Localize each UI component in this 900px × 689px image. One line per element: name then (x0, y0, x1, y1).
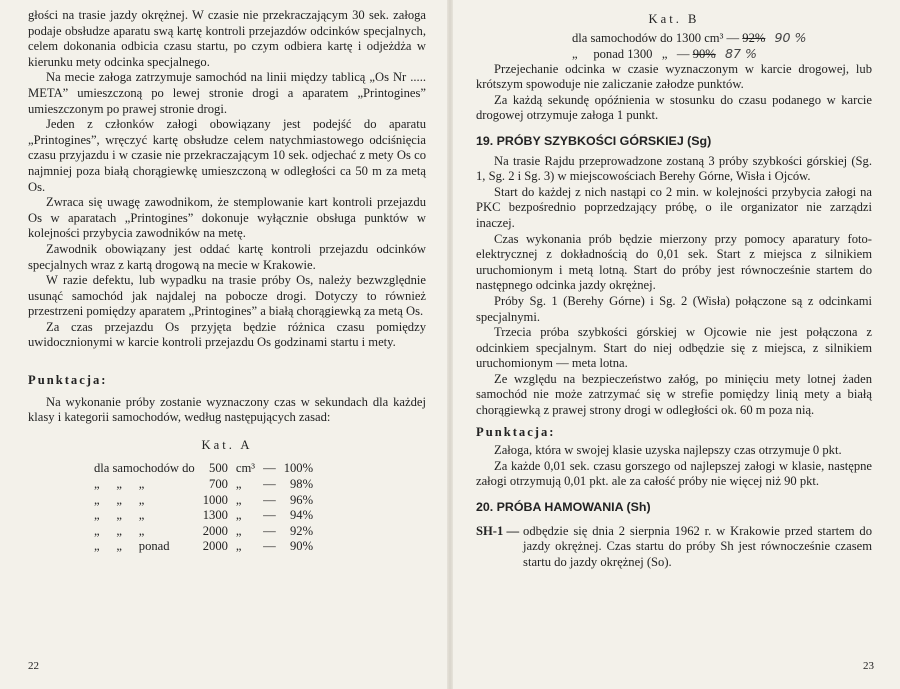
kat-a-row (90, 539, 317, 555)
kat-a-cell-c1: „ (94, 477, 100, 492)
kat-a-cell-unit: cm³ (235, 461, 256, 476)
handwritten-correction: 90 % (774, 29, 807, 45)
kat-a-cell-c2: „ (116, 492, 122, 507)
kat-b-list (572, 30, 872, 62)
paragraph: Start do każdej z nich nastąpi co 2 min. w kolejności przybycia załogi na PKC bezpośrednio poprzedzający próbę, o ile organizator nie zarządzi inaczej. (476, 184, 872, 230)
kat-a-cell-c2: „ (116, 508, 122, 523)
kat-b-row: dla samochodów do 1300 cm³ — 92% 90 % (572, 29, 807, 45)
kat-a-cell-c3: „ (138, 508, 145, 523)
sh1-entry (476, 524, 872, 571)
kat-b-title: Kat. B (648, 12, 700, 26)
kat-a-cell-pct: 96% (289, 492, 314, 507)
punktacja-heading: Punktacja: (476, 424, 556, 439)
sh1-text: odbędzie się dnia 2 sierpnia 1962 r. w Krakowie przed startem do jazdy okrężnej. Czas startu do próby Sh jest równocześnie czasem startu do jazdy okrężnej (So). (523, 523, 872, 569)
kat-a-cell-cap: 2000 (202, 523, 228, 538)
kat-a-cell-c1: dla samochodów do (94, 461, 195, 476)
handwritten-correction: 87 % (724, 45, 757, 61)
kat-a-cell-c3: „ (138, 492, 145, 507)
paragraph: głości na trasie jazdy okrężnej. W czasie nie przekraczającym 30 sek. załoga podaje obsłudze aparatu swą kartę kontroli przejazdów odcinków specjalnych, celem dokonania odbicia czasu startu, po czym odbiera kartę i odjeżdża w kierunku mety odcinka specjalnego. (28, 8, 426, 69)
paragraph: Zawodnik obowiązany jest oddać kartę kontroli przejazdu odcinków specjalnych wraz z kartą drogową na mecie w Krakowie. (28, 241, 426, 272)
kat-a-row (90, 524, 317, 540)
kat-a-cell-cap: 1300 (202, 508, 228, 523)
kat-a-cell-dash: — (263, 461, 276, 476)
kat-b-row: „ ponad 1300 „ — 90% 87 % (572, 45, 757, 61)
paragraph: Trzecia próba szybkości górskiej w Ojcowie nie jest połączona z odcinkiem specjalnym. Start do niej odbędzie się z miejsca, z silnikiem uruchomionym — meta lotna. (476, 325, 872, 371)
kat-a-cell-unit: „ (235, 523, 242, 538)
struck-value: 92% (742, 30, 766, 45)
kat-a-row (90, 461, 317, 477)
paragraph: Zwraca się uwagę zawodnikom, że stemplowanie kart kontroli przejazdu Os w aparatach „Printogines” dokonuje wyłącznie obsługa punktów w kolejności przybycia zawodników na metę. (28, 195, 426, 241)
paragraph: Na mecie załoga zatrzymuje samochód na linii między tablicą „Os Nr ..... META” umieszczoną po lewej stronie drogi a aparatem „Printogines” umieszczonym po prawej stronie drogi. (28, 70, 426, 116)
kat-a-cell-c1: „ (94, 492, 100, 507)
kat-a-cell-c2: „ (116, 477, 122, 492)
kat-a-cell-pct: 94% (289, 508, 314, 523)
paragraph: Próby Sg. 1 (Berehy Górne) i Sg. 2 (Wisła) połączone są z odcinkami specjalnymi. (476, 293, 872, 324)
paragraph: Za każde 0,01 sek. czasu gorszego od najlepszej załogi w klasie, następne załogi otrzymują 0,01 pkt. ale za całość próby nie więcej niż 90 pkt. (476, 458, 872, 489)
paragraph: Na trasie Rajdu przeprowadzone zostaną 3 próby szybkości górskiej (Sg. 1, Sg. 2 i Sg. 3) w miejscowościach Berehy Górne, Wisła i Ojców. (476, 153, 872, 184)
paragraph: Czas wykonania prób będzie mierzony przy pomocy aparatury foto-elektrycznej z dokładnością do 0,01 sek. Start z miejsca z silnikiem uruchomionym i metą lotną. Start do próby jest równocześnie startem do następnego odcinka jazdy okrężnej. (476, 231, 872, 293)
kat-a-row (90, 477, 317, 493)
kat-a-row (90, 508, 317, 524)
kat-a-cell-c2: „ (116, 539, 122, 554)
paragraph: Za każdą sekundę opóźnienia w stosunku do czasu podanego w karcie drogowej otrzymuje załoga 1 punkt. (476, 92, 872, 123)
kat-a-cell-cap: 1000 (202, 492, 228, 507)
section-19-heading: 19. PRÓBY SZYBKOŚCI GÓRSKIEJ (Sg) (476, 133, 712, 148)
kat-a-cell-c2: „ (116, 523, 122, 538)
kat-a-cell-dash: — (263, 492, 276, 507)
kat-a-cell-dash: — (263, 508, 276, 523)
kat-a-cell-pct: 98% (289, 477, 314, 492)
kat-a-row (90, 493, 317, 509)
section-20-heading: 20. PRÓBA HAMOWANIA (Sh) (476, 500, 651, 515)
kat-a-cell-unit: „ (235, 508, 242, 523)
paragraph: Za czas przejazdu Os przyjęta będzie różnica czasu pomiędzy uwidocznionymi w karcie kontroli przejazdu Os godzinami startu i mety. (28, 319, 426, 350)
kat-a-title: Kat. A (201, 437, 253, 452)
paragraph: Przejechanie odcinka w czasie wyznaczonym w karcie drogowej, lub krótszym spowoduje nie zaliczanie załodze punktów. (476, 61, 872, 92)
kat-a-table (90, 461, 317, 555)
kat-a-cell-c3: „ (138, 477, 145, 492)
paragraph: Na wykonanie próby zostanie wyznaczony czas w sekundach dla każdej klasy i kategorii samochodów, według następujących zasad: (28, 394, 426, 425)
kat-a-cell-dash: — (263, 477, 276, 492)
kat-a-cell-pct: 100% (283, 461, 314, 476)
paragraph: Ze względu na bezpieczeństwo załóg, po minięciu mety lotnej żaden samochód nie może zatrzymać się w strefie pomiędzy linią mety a białą chorągiewką z prawej strony drogi w odległości ok. 60 m poza nią. (476, 371, 872, 418)
paragraph: Załoga, która w swojej klasie uzyska najlepszy czas otrzymuje 0 pkt. (494, 443, 842, 458)
paragraph: Jeden z członków załogi obowiązany jest podejść do aparatu „Printogines”, wręczyć kartę obsłudze celem natychmiastowego odciśnięcia czasu przyjazdu i w czasie nie przekraczającym 10 sek. odjechać z mety Os co najmniej poza białą chorągiewkę umieszczoną w odległości ca 50 m za metą Os. (28, 117, 426, 194)
page-number: 23 (863, 660, 874, 673)
kat-a-cell-cap: 500 (209, 461, 228, 476)
kat-a-cell-cap: 700 (209, 477, 228, 492)
kat-a-cell-dash: — (263, 523, 276, 538)
sh1-label: SH-1 — (476, 523, 520, 538)
kat-a-cell-c1: „ (94, 539, 100, 554)
kat-a-cell-pct: 92% (289, 523, 314, 538)
kat-a-cell-unit: „ (235, 477, 242, 492)
punktacja-heading: Punktacja: (28, 373, 108, 388)
struck-value: 90% (692, 46, 716, 61)
page-number: 22 (28, 660, 39, 673)
kat-a-cell-c3: „ (138, 523, 145, 538)
left-page (0, 0, 448, 689)
kat-a-cell-cap: 2000 (202, 539, 228, 554)
kat-a-cell-c1: „ (94, 508, 100, 523)
kat-a-cell-pct: 90% (289, 539, 314, 554)
paragraph: W razie defektu, lub wypadku na trasie próby Os, należy bezwzględnie usunąć samochód jak najdalej na pobocze drogi. Dotyczy to również przestrzeni pomiędzy aparatem „Printogines” a białą chorągiewką za metą Os. (28, 273, 426, 319)
right-page (452, 0, 900, 689)
kat-a-cell-c3: ponad (138, 539, 170, 554)
kat-a-cell-unit: „ (235, 492, 242, 507)
kat-a-cell-unit: „ (235, 539, 242, 554)
kat-a-cell-c1: „ (94, 523, 100, 538)
kat-a-cell-dash: — (263, 539, 276, 554)
